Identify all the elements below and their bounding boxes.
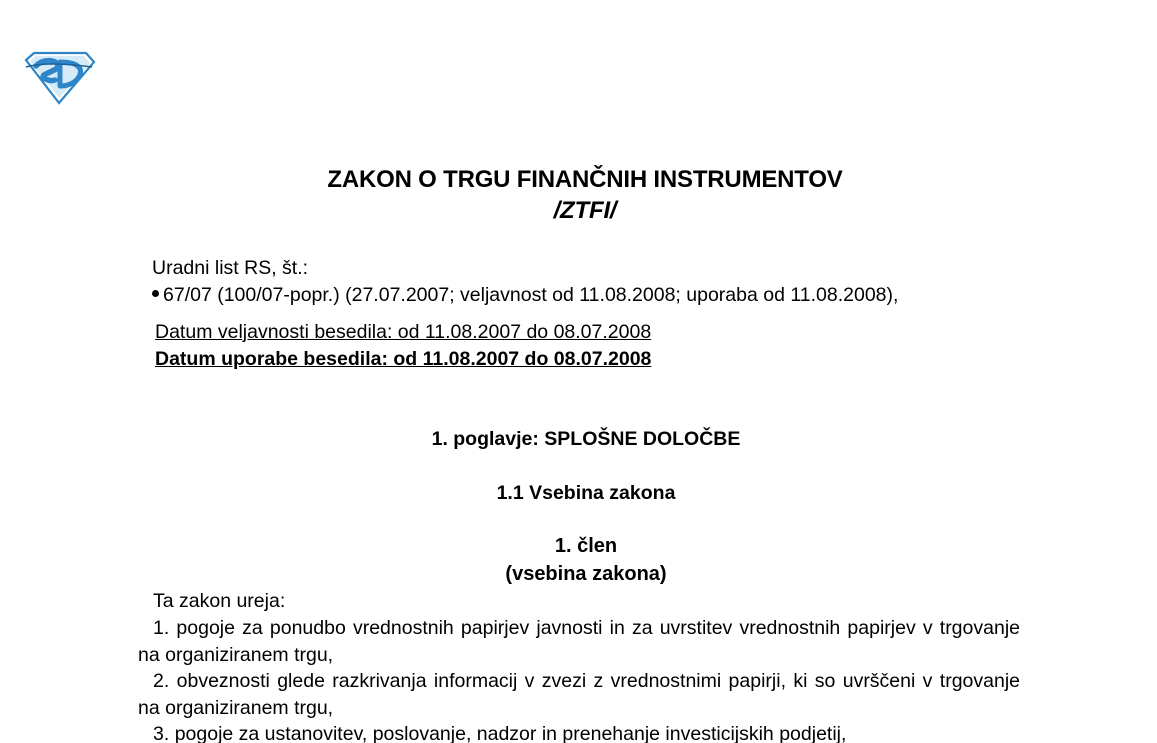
sd-logo-icon (22, 50, 96, 106)
gazette-entry-text: 67/07 (100/07-popr.) (27.07.2007; veljavnost od 11.08.2008; uporaba od 11.08.2008), (163, 284, 899, 306)
gazette-label: Uradni list RS, št.: (152, 257, 309, 279)
gazette-entry (152, 284, 898, 307)
list-item (138, 668, 1020, 722)
article-intro: Ta zakon ureja: (153, 590, 286, 612)
list-item-number: 1. (153, 617, 170, 639)
application-date: Datum uporabe besedila: od 11.08.2007 do 08.07.2008 (155, 348, 652, 370)
list-item-number: 3. (153, 723, 170, 743)
list-item (138, 721, 1020, 743)
list-item-text: obveznosti glede razkrivanja informacij v zvezi z vrednostnimi papirji, ki so uvrščeni v trgovanje na organiziranem trgu, (138, 670, 1020, 719)
document-abbreviation: /ZTFI/ (553, 197, 617, 224)
list-item-text: pogoje za ponudbo vrednostnih papirjev javnosti in za uvrstitev vrednostnih papirjev v trgovanje na organiziranem trgu, (138, 617, 1020, 666)
list-item (138, 615, 1020, 669)
bullet-icon (152, 290, 159, 297)
document-title: ZAKON O TRGU FINANČNIH INSTRUMENTOV (327, 166, 843, 193)
list-item-text: pogoje za ustanovitev, poslovanje, nadzor in prenehanje investicijskih podjetij, (174, 723, 847, 743)
article-number: 1. člen (554, 535, 618, 557)
validity-date: Datum veljavnosti besedila: od 11.08.2007 do 08.07.2008 (155, 321, 652, 343)
article-title: (vsebina zakona) (505, 563, 667, 585)
chapter-heading: 1. poglavje: SPLOŠNE DOLOČBE (431, 428, 741, 450)
list-item-number: 2. (153, 670, 170, 692)
section-heading: 1.1 Vsebina zakona (496, 482, 676, 504)
